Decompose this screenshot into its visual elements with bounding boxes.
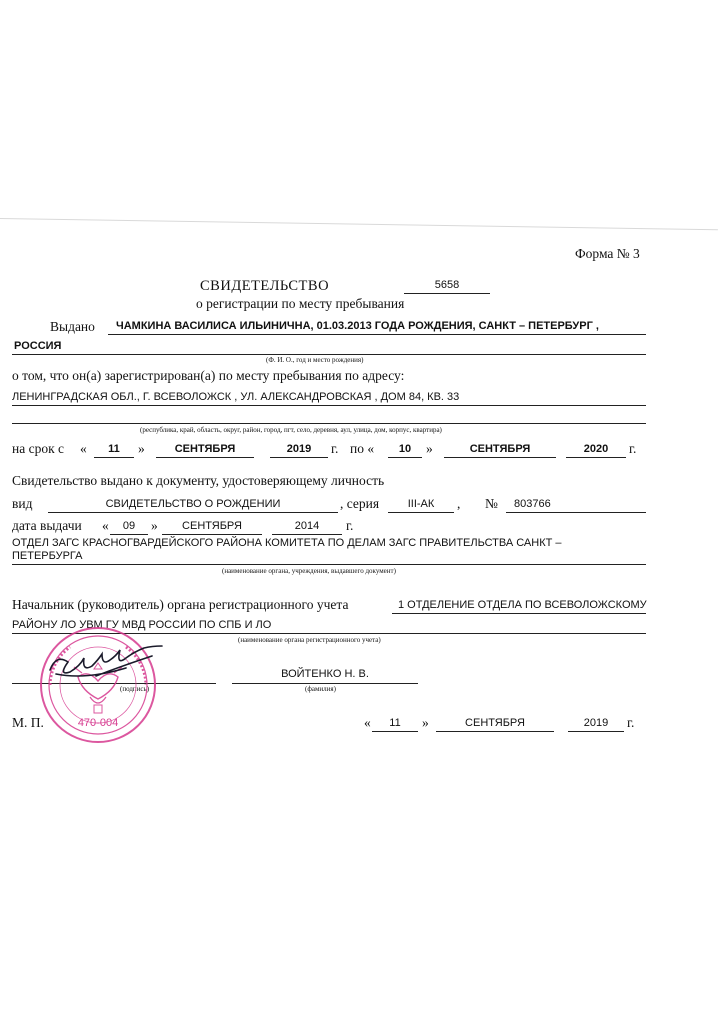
doc-number-label: № [485, 496, 498, 511]
doc-date-close-quote: » [151, 518, 158, 533]
term-to-month: СЕНТЯБРЯ [469, 443, 531, 455]
certificate-subtitle: о регистрации по месту пребывания [196, 296, 405, 311]
doc-series-comma: , [457, 496, 461, 511]
doc-type: СВИДЕТЕЛЬСТВО О РОЖДЕНИИ [105, 498, 281, 510]
org-hint: (наименование органа регистрационного учета) [238, 636, 381, 644]
doc-type-label: вид [12, 496, 33, 511]
address-line: ЛЕНИНГРАДСКАЯ ОБЛ., Г. ВСЕВОЛОЖСК , УЛ. АЛЕКСАНДРОВСКАЯ , ДОМ 84, КВ. 33 [12, 391, 460, 403]
doc-series-label: , серия [340, 496, 380, 511]
term-to-label: по « [350, 441, 375, 456]
registered-text: о том, что он(а) зарегистрирован(а) по месту пребывания по адресу: [12, 368, 405, 383]
sign-date-open-quote: « [364, 715, 371, 730]
sign-date-month: СЕНТЯБРЯ [465, 717, 525, 729]
doc-date-year-suffix: г. [346, 518, 354, 533]
surname-hint: (фамилия) [305, 685, 336, 693]
signature-hint: (подпись) [120, 685, 150, 693]
term-to-close-quote: » [426, 441, 433, 456]
term-from-day: 11 [108, 443, 120, 455]
scan-paper-edge [0, 218, 718, 230]
doc-date-month: СЕНТЯБРЯ [182, 520, 242, 532]
person-line-1: ЧАМКИНА ВАСИЛИСА ИЛЬИНИЧНА, 01.03.2013 ГОДА РОЖДЕНИЯ, САНКТ – ПЕТЕРБУРГ , [116, 320, 599, 332]
term-to-year: 2020 [583, 443, 609, 455]
doc-date-label: дата выдачи [12, 518, 82, 533]
seal-place-label: М. П. [12, 715, 44, 730]
doc-date-year: 2014 [294, 520, 320, 532]
sign-date-close-quote: » [422, 715, 429, 730]
person-hint: (Ф. И. О., год и место рождения) [266, 356, 364, 364]
doc-date-day: 09 [122, 520, 136, 532]
doc-number: 803766 [514, 498, 551, 510]
document-intro: Свидетельство выдано к документу, удостоверяющему личность [12, 473, 385, 488]
sign-date-year: 2019 [583, 717, 609, 729]
term-from-label: на срок с [12, 441, 65, 456]
term-to-day: 10 [398, 443, 412, 455]
head-label: Начальник (руководитель) органа регистрационного учета [12, 597, 349, 612]
officer-name: ВОЙТЕНКО Н. В. [281, 668, 369, 680]
term-from-close-quote: » [138, 441, 145, 456]
term-from-open-quote: « [80, 441, 87, 456]
org-line-2: РАЙОНУ ЛО УВМ ГУ МВД РОССИИ ПО СПБ И ЛО [12, 619, 272, 631]
issuer-hint: (наименование органа, учреждения, выдавшего документ) [222, 567, 396, 575]
handwritten-signature-icon [36, 640, 176, 690]
issued-label: Выдано [50, 319, 95, 334]
stamp-code: 470-004 [77, 717, 119, 729]
certificate-title: СВИДЕТЕЛЬСТВО [200, 278, 330, 294]
term-to-year-suffix: г. [629, 441, 637, 456]
person-line-2: РОССИЯ [14, 340, 62, 352]
issuer-line-2: ПЕТЕРБУРГА [12, 550, 83, 562]
term-from-month: СЕНТЯБРЯ [174, 443, 236, 455]
term-from-year-suffix: г. [331, 441, 339, 456]
term-from-year: 2019 [286, 443, 312, 455]
address-hint: (республика, край, область, округ, район, город, пгт, село, деревня, аул, улица, дом, корпус, квартира) [140, 426, 442, 434]
issuer-line-1: ОТДЕЛ ЗАГС КРАСНОГВАРДЕЙСКОГО РАЙОНА КОМИТЕТА ПО ДЕЛАМ ЗАГС ПРАВИТЕЛЬСТВА САНКТ – [12, 537, 562, 549]
form-number: Форма № 3 [575, 246, 640, 261]
certificate-number: 5658 [434, 279, 460, 291]
org-line-1: 1 ОТДЕЛЕНИЕ ОТДЕЛА ПО ВСЕВОЛОЖСКОМУ [398, 599, 647, 611]
sign-date-day: 11 [389, 717, 401, 729]
doc-series: III-АК [407, 498, 435, 510]
doc-date-open-quote: « [102, 518, 109, 533]
sign-date-year-suffix: г. [627, 715, 635, 730]
